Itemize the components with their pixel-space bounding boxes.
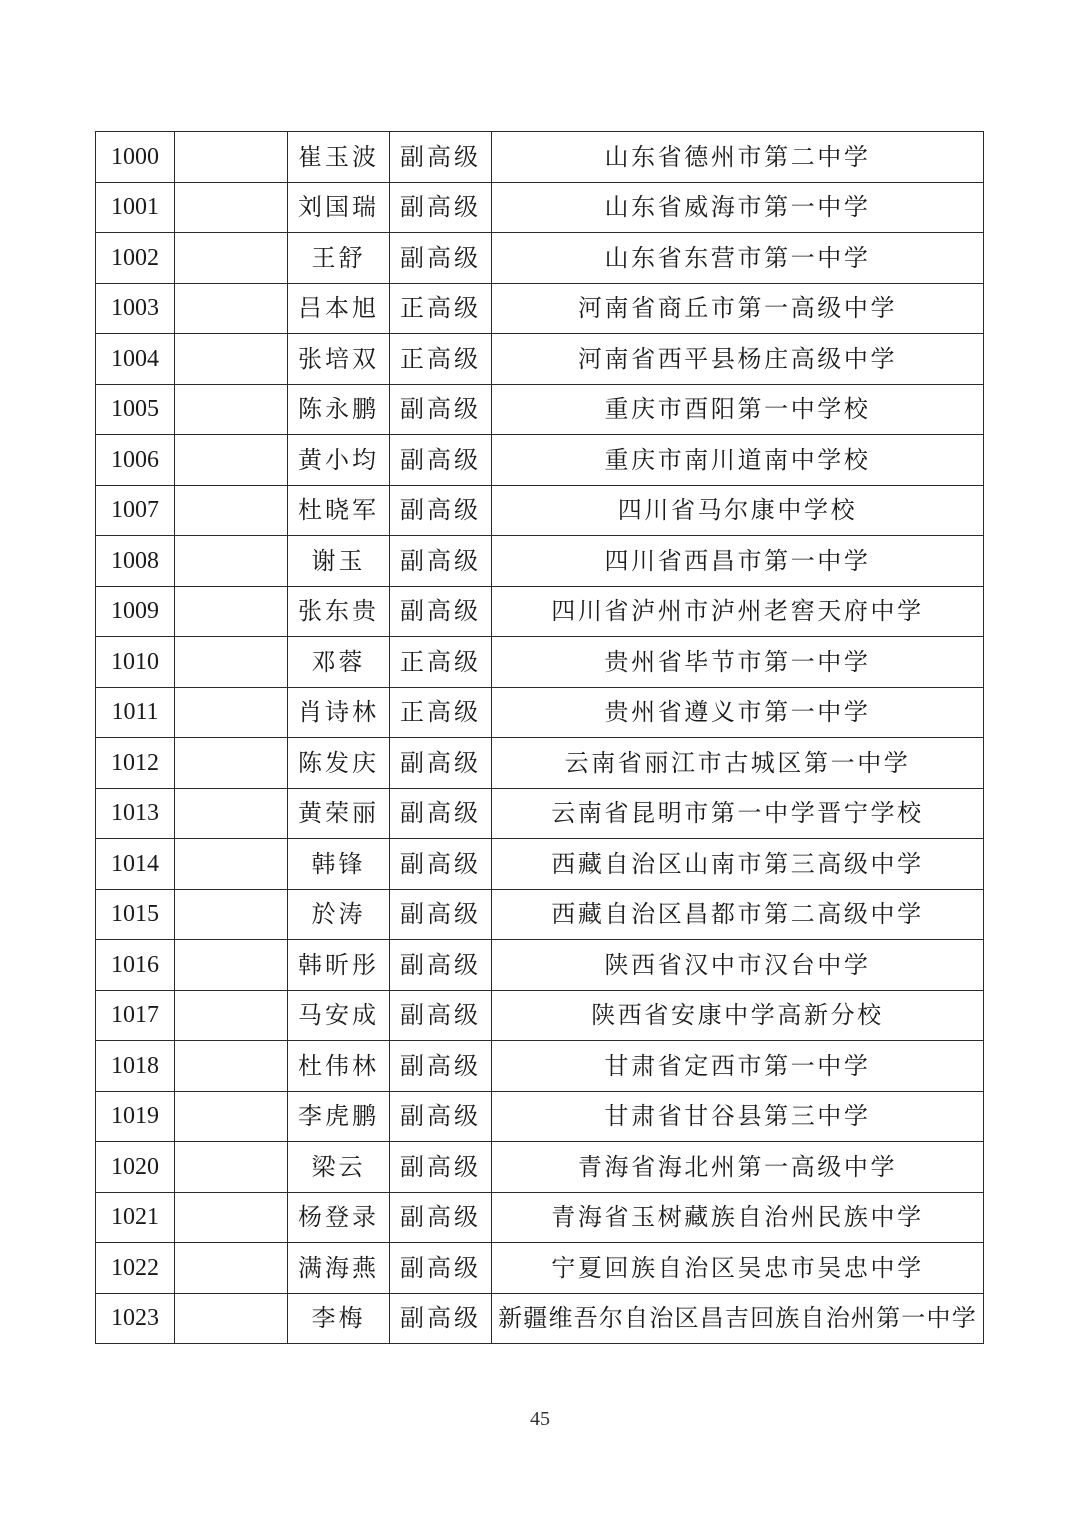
row-number: 1017 — [96, 990, 175, 1041]
professional-title: 副高级 — [390, 1293, 492, 1344]
blank-cell — [175, 1091, 288, 1142]
table-row — [96, 637, 984, 688]
row-number: 1014 — [96, 839, 175, 890]
row-number: 1005 — [96, 384, 175, 435]
teacher-name: 梁云 — [288, 1142, 390, 1193]
table-row — [96, 536, 984, 587]
table-row — [96, 738, 984, 789]
page-number: 45 — [530, 1408, 550, 1430]
table-row — [96, 687, 984, 738]
table-row — [96, 1192, 984, 1243]
teacher-name: 崔玉波 — [288, 132, 390, 183]
blank-cell — [175, 687, 288, 738]
blank-cell — [175, 1041, 288, 1092]
teacher-name: 杜晓军 — [288, 485, 390, 536]
table-row — [96, 435, 984, 486]
school-name: 贵州省毕节市第一中学 — [492, 637, 984, 688]
table-row — [96, 283, 984, 334]
teacher-name: 刘国瑞 — [288, 182, 390, 233]
blank-cell — [175, 1192, 288, 1243]
school-name: 陕西省安康中学高新分校 — [492, 990, 984, 1041]
table-row — [96, 132, 984, 183]
row-number: 1015 — [96, 889, 175, 940]
table-row — [96, 1041, 984, 1092]
table-row — [96, 1091, 984, 1142]
teacher-name: 张东贵 — [288, 586, 390, 637]
school-name: 山东省威海市第一中学 — [492, 182, 984, 233]
school-name: 山东省德州市第二中学 — [492, 132, 984, 183]
table-row — [96, 788, 984, 839]
school-name: 青海省海北州第一高级中学 — [492, 1142, 984, 1193]
teacher-name: 李虎鹏 — [288, 1091, 390, 1142]
teacher-name: 於涛 — [288, 889, 390, 940]
professional-title: 副高级 — [390, 1041, 492, 1092]
professional-title: 副高级 — [390, 182, 492, 233]
school-name: 重庆市酉阳第一中学校 — [492, 384, 984, 435]
table-row — [96, 1293, 984, 1344]
blank-cell — [175, 1243, 288, 1294]
blank-cell — [175, 435, 288, 486]
row-number: 1020 — [96, 1142, 175, 1193]
teacher-name: 张培双 — [288, 334, 390, 385]
row-number: 1003 — [96, 283, 175, 334]
table-row — [96, 384, 984, 435]
professional-title: 正高级 — [390, 637, 492, 688]
row-number: 1022 — [96, 1243, 175, 1294]
row-number: 1010 — [96, 637, 175, 688]
school-name: 西藏自治区山南市第三高级中学 — [492, 839, 984, 890]
roster-body — [96, 132, 984, 1344]
row-number: 1016 — [96, 940, 175, 991]
teacher-name: 邓蓉 — [288, 637, 390, 688]
teacher-name: 谢玉 — [288, 536, 390, 587]
school-name: 贵州省遵义市第一中学 — [492, 687, 984, 738]
blank-cell — [175, 384, 288, 435]
blank-cell — [175, 889, 288, 940]
teacher-name: 陈永鹏 — [288, 384, 390, 435]
professional-title: 副高级 — [390, 940, 492, 991]
blank-cell — [175, 637, 288, 688]
professional-title: 副高级 — [390, 788, 492, 839]
professional-title: 副高级 — [390, 132, 492, 183]
table-row — [96, 889, 984, 940]
blank-cell — [175, 233, 288, 284]
school-name: 甘肃省甘谷县第三中学 — [492, 1091, 984, 1142]
school-name: 宁夏回族自治区吴忠市吴忠中学 — [492, 1243, 984, 1294]
teacher-name: 肖诗林 — [288, 687, 390, 738]
table-row — [96, 334, 984, 385]
school-name: 重庆市南川道南中学校 — [492, 435, 984, 486]
blank-cell — [175, 536, 288, 587]
row-number: 1013 — [96, 788, 175, 839]
blank-cell — [175, 738, 288, 789]
teacher-roster-table — [95, 131, 984, 1344]
blank-cell — [175, 788, 288, 839]
table-row — [96, 586, 984, 637]
teacher-name: 黄荣丽 — [288, 788, 390, 839]
blank-cell — [175, 334, 288, 385]
professional-title: 正高级 — [390, 334, 492, 385]
blank-cell — [175, 1142, 288, 1193]
school-name: 山东省东营市第一中学 — [492, 233, 984, 284]
row-number: 1001 — [96, 182, 175, 233]
row-number: 1021 — [96, 1192, 175, 1243]
table-row — [96, 485, 984, 536]
school-name: 云南省昆明市第一中学晋宁学校 — [492, 788, 984, 839]
professional-title: 副高级 — [390, 536, 492, 587]
professional-title: 副高级 — [390, 738, 492, 789]
teacher-name: 吕本旭 — [288, 283, 390, 334]
blank-cell — [175, 182, 288, 233]
teacher-name: 杨登录 — [288, 1192, 390, 1243]
blank-cell — [175, 990, 288, 1041]
school-name: 河南省西平县杨庄高级中学 — [492, 334, 984, 385]
professional-title: 副高级 — [390, 435, 492, 486]
row-number: 1002 — [96, 233, 175, 284]
row-number: 1009 — [96, 586, 175, 637]
professional-title: 副高级 — [390, 1142, 492, 1193]
teacher-name: 韩昕彤 — [288, 940, 390, 991]
professional-title: 副高级 — [390, 990, 492, 1041]
blank-cell — [175, 283, 288, 334]
table-row — [96, 940, 984, 991]
teacher-name: 李梅 — [288, 1293, 390, 1344]
table-row — [96, 1243, 984, 1294]
school-name: 西藏自治区昌都市第二高级中学 — [492, 889, 984, 940]
professional-title: 副高级 — [390, 233, 492, 284]
professional-title: 副高级 — [390, 485, 492, 536]
row-number: 1006 — [96, 435, 175, 486]
school-name: 陕西省汉中市汉台中学 — [492, 940, 984, 991]
professional-title: 副高级 — [390, 839, 492, 890]
professional-title: 副高级 — [390, 889, 492, 940]
blank-cell — [175, 1293, 288, 1344]
professional-title: 副高级 — [390, 1192, 492, 1243]
row-number: 1000 — [96, 132, 175, 183]
table-row — [96, 1142, 984, 1193]
table-row — [96, 233, 984, 284]
school-name: 四川省泸州市泸州老窖天府中学 — [492, 586, 984, 637]
blank-cell — [175, 839, 288, 890]
school-name: 新疆维吾尔自治区昌吉回族自治州第一中学 — [492, 1293, 984, 1344]
school-name: 河南省商丘市第一高级中学 — [492, 283, 984, 334]
teacher-name: 满海燕 — [288, 1243, 390, 1294]
teacher-name: 韩锋 — [288, 839, 390, 890]
row-number: 1007 — [96, 485, 175, 536]
school-name: 云南省丽江市古城区第一中学 — [492, 738, 984, 789]
teacher-name: 马安成 — [288, 990, 390, 1041]
school-name: 青海省玉树藏族自治州民族中学 — [492, 1192, 984, 1243]
row-number: 1019 — [96, 1091, 175, 1142]
row-number: 1023 — [96, 1293, 175, 1344]
row-number: 1011 — [96, 687, 175, 738]
professional-title: 正高级 — [390, 283, 492, 334]
row-number: 1018 — [96, 1041, 175, 1092]
teacher-name: 陈发庆 — [288, 738, 390, 789]
teacher-name: 王舒 — [288, 233, 390, 284]
blank-cell — [175, 586, 288, 637]
table-row — [96, 182, 984, 233]
professional-title: 副高级 — [390, 1091, 492, 1142]
professional-title: 副高级 — [390, 586, 492, 637]
professional-title: 副高级 — [390, 1243, 492, 1294]
row-number: 1004 — [96, 334, 175, 385]
professional-title: 副高级 — [390, 384, 492, 435]
blank-cell — [175, 132, 288, 183]
school-name: 甘肃省定西市第一中学 — [492, 1041, 984, 1092]
teacher-name: 黄小均 — [288, 435, 390, 486]
table-row — [96, 839, 984, 890]
school-name: 四川省西昌市第一中学 — [492, 536, 984, 587]
row-number: 1008 — [96, 536, 175, 587]
school-name: 四川省马尔康中学校 — [492, 485, 984, 536]
row-number: 1012 — [96, 738, 175, 789]
table-row — [96, 990, 984, 1041]
blank-cell — [175, 940, 288, 991]
teacher-name: 杜伟林 — [288, 1041, 390, 1092]
professional-title: 正高级 — [390, 687, 492, 738]
blank-cell — [175, 485, 288, 536]
